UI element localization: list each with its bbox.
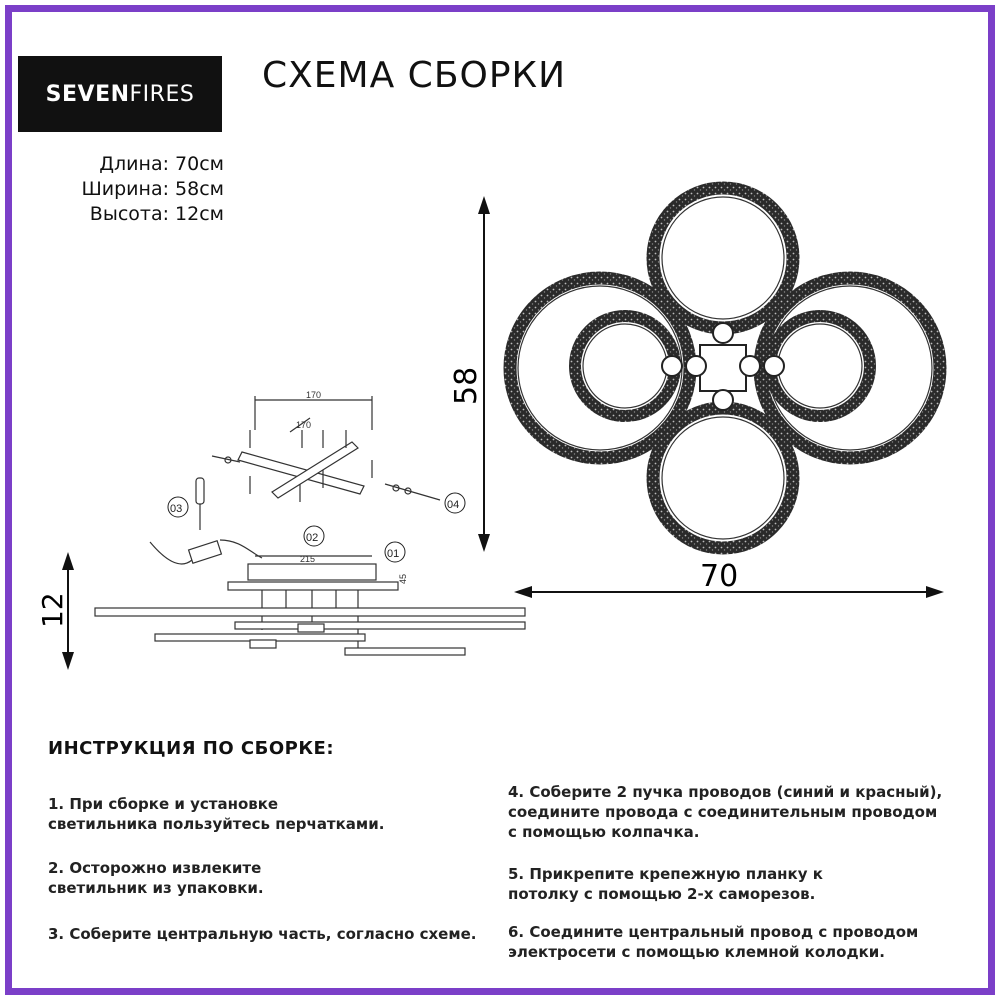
base-height-dim: 45: [398, 573, 408, 584]
width-label: 70: [700, 559, 739, 594]
step-1-line-2: светильника пользуйтесь перчатками.: [48, 815, 385, 833]
page-title: СХЕМА СБОРКИ: [262, 55, 567, 96]
side-height-dimension: [36, 552, 74, 670]
callout-04: [445, 493, 465, 513]
callout-04-label: 04: [447, 499, 460, 511]
bracket-dim-top: 170: [306, 390, 322, 400]
step-3: [48, 924, 477, 944]
hub-knob-left: [686, 356, 706, 376]
bracket-dim-diag: 170: [296, 420, 312, 430]
step-6-line-2: электросети с помощью клемной колодки.: [508, 943, 885, 961]
logo-text-bold: SEVEN: [45, 81, 130, 107]
callout-02: [304, 526, 324, 546]
logo-text-normal: FIRES: [129, 81, 195, 107]
hub-knob-far-left: [662, 356, 682, 376]
ring-small-left: [575, 316, 675, 416]
hub-knob-top: [713, 323, 733, 343]
callout-03-label: 03: [170, 503, 183, 515]
hub-knob-far-right: [764, 356, 784, 376]
step-2: [48, 858, 264, 898]
dimension-width: Ширина: 58см: [81, 178, 224, 200]
mounting-bracket-exploded: [95, 390, 525, 655]
hub-knob-right: [740, 356, 760, 376]
step-6-line-1: 6. Соедините центральный провод с проводом: [508, 923, 919, 941]
callout-03: [168, 497, 188, 517]
instructions-title: ИНСТРУКЦИЯ ПО СБОРКЕ:: [48, 738, 335, 759]
height-label: 58: [449, 366, 484, 405]
step-1-line-1: 1. При сборке и установке: [48, 795, 279, 813]
step-5-line-2: потолку с помощью 2-х саморезов.: [508, 885, 816, 903]
ring-bottom-outer: [653, 408, 793, 548]
top-view-chandelier: [510, 188, 940, 548]
center-hub: [700, 345, 746, 391]
ring-top-outer: [653, 188, 793, 328]
step-5: [508, 864, 823, 904]
hub-knob-bottom: [713, 390, 733, 410]
callout-02-label: 02: [306, 532, 319, 544]
step-1: [48, 794, 384, 834]
step-4-line-3: с помощью колпачка.: [508, 823, 700, 841]
step-3-line-1: 3. Соберите центральную часть, согласно схеме.: [48, 925, 477, 943]
dimension-length: Длина: 70см: [99, 153, 224, 175]
step-4-line-1: 4. Соберите 2 пучка проводов (синий и красный),: [508, 783, 943, 801]
dimension-height: Высота: 12см: [89, 203, 224, 225]
step-4: [508, 782, 942, 842]
step-4-line-2: соедините провода с соединительным проводом: [508, 803, 938, 821]
callout-01: [385, 542, 405, 562]
width-dimension: [514, 559, 944, 598]
step-6: [508, 922, 918, 962]
base-dim: 215: [300, 554, 316, 564]
step-2-line-2: светильник из упаковки.: [48, 879, 264, 897]
callout-01-label: 01: [387, 548, 400, 560]
side-height-label: 12: [36, 592, 69, 628]
step-2-line-1: 2. Осторожно извлеките: [48, 859, 262, 877]
step-5-line-1: 5. Прикрепите крепежную планку к: [508, 865, 823, 883]
